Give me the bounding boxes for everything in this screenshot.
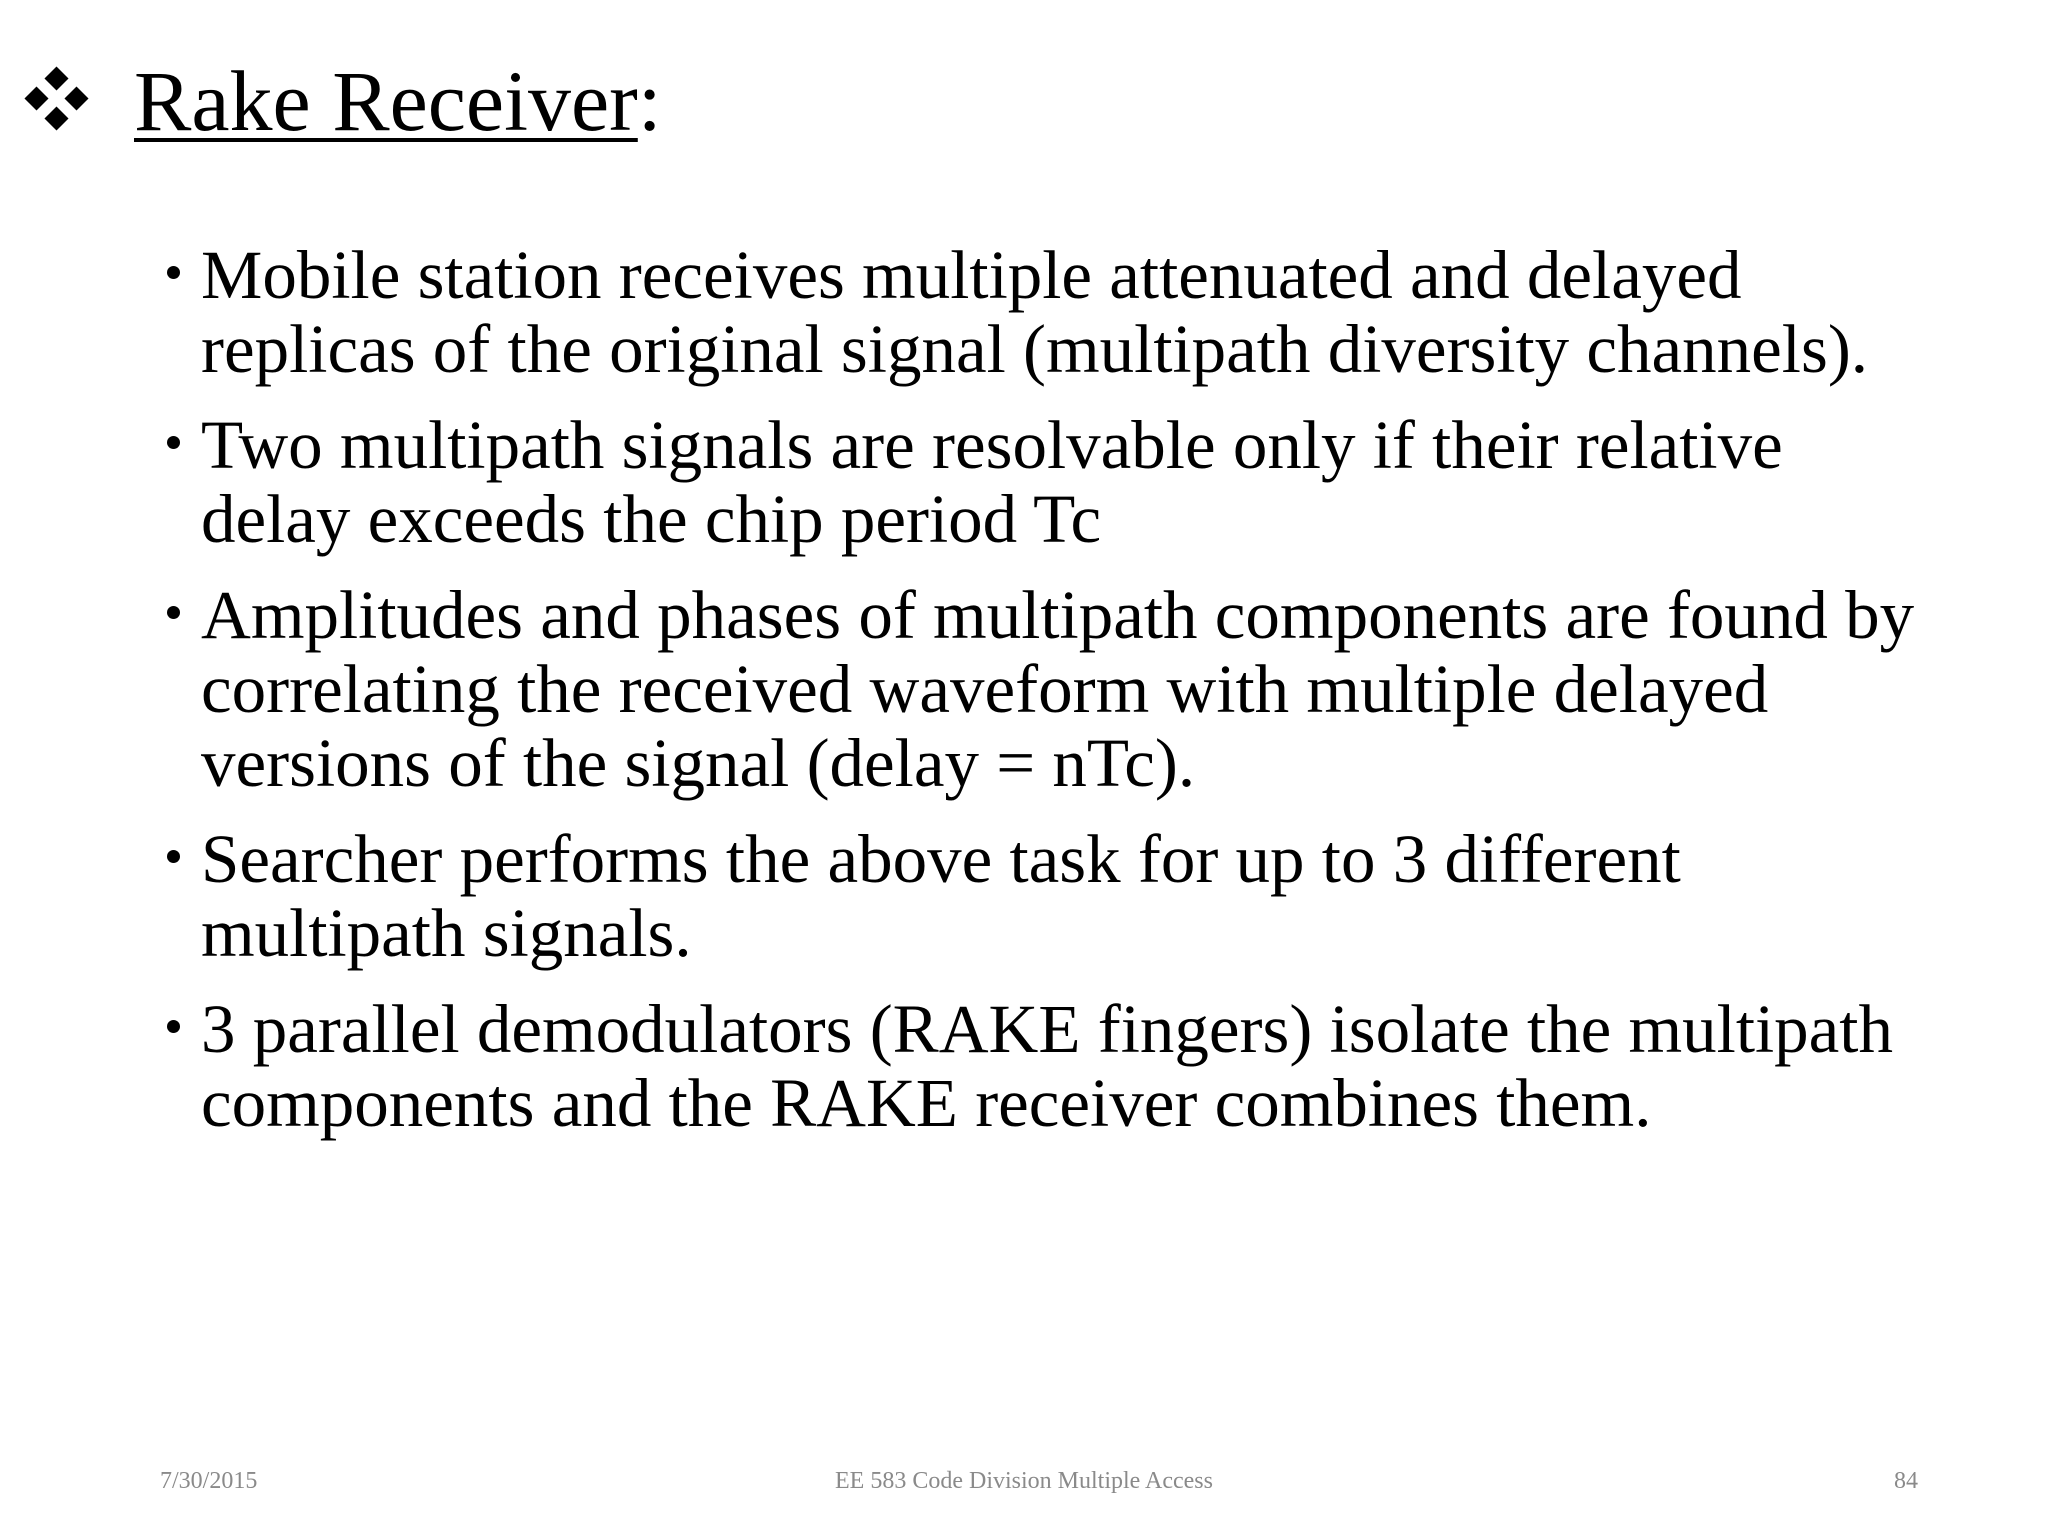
bullet-dot-icon — [167, 850, 180, 863]
bullet-list — [163, 238, 1923, 1162]
bullet-text: Mobile station receives multiple attenuated and delayed replicas of the original signal (multipath diversity channels). — [201, 237, 1869, 387]
slide-title-colon: : — [637, 53, 662, 149]
footer-page-number: 84 — [1894, 1468, 1918, 1494]
four-diamond-bullet-icon — [24, 68, 88, 132]
bullet-text: 3 parallel demodulators (RAKE fingers) isolate the multipath components and the RAKE receiver combines them. — [201, 991, 1893, 1141]
bullet-dot-icon — [167, 606, 180, 619]
bullet-item — [163, 992, 1923, 1140]
footer-course-title: EE 583 Code Division Multiple Access — [835, 1468, 1213, 1494]
slide-title — [134, 46, 662, 156]
bullet-dot-icon — [167, 436, 180, 449]
bullet-text: Two multipath signals are resolvable only if their relative delay exceeds the chip period Tc — [201, 407, 1783, 557]
slide-title-row — [24, 46, 662, 156]
slide-title-underlined: Rake Receiver — [134, 53, 638, 149]
bullet-item — [163, 238, 1923, 386]
bullet-item — [163, 578, 1923, 800]
bullet-text: Searcher performs the above task for up to 3 different multipath signals. — [201, 821, 1681, 971]
bullet-dot-icon — [167, 266, 180, 279]
bullet-item — [163, 408, 1923, 556]
bullet-text: Amplitudes and phases of multipath components are found by correlating the received waveform with multiple delayed versions of the signal (delay = nTc). — [201, 577, 1915, 801]
bullet-dot-icon — [167, 1020, 180, 1033]
bullet-item — [163, 822, 1923, 970]
footer-date: 7/30/2015 — [160, 1468, 258, 1494]
